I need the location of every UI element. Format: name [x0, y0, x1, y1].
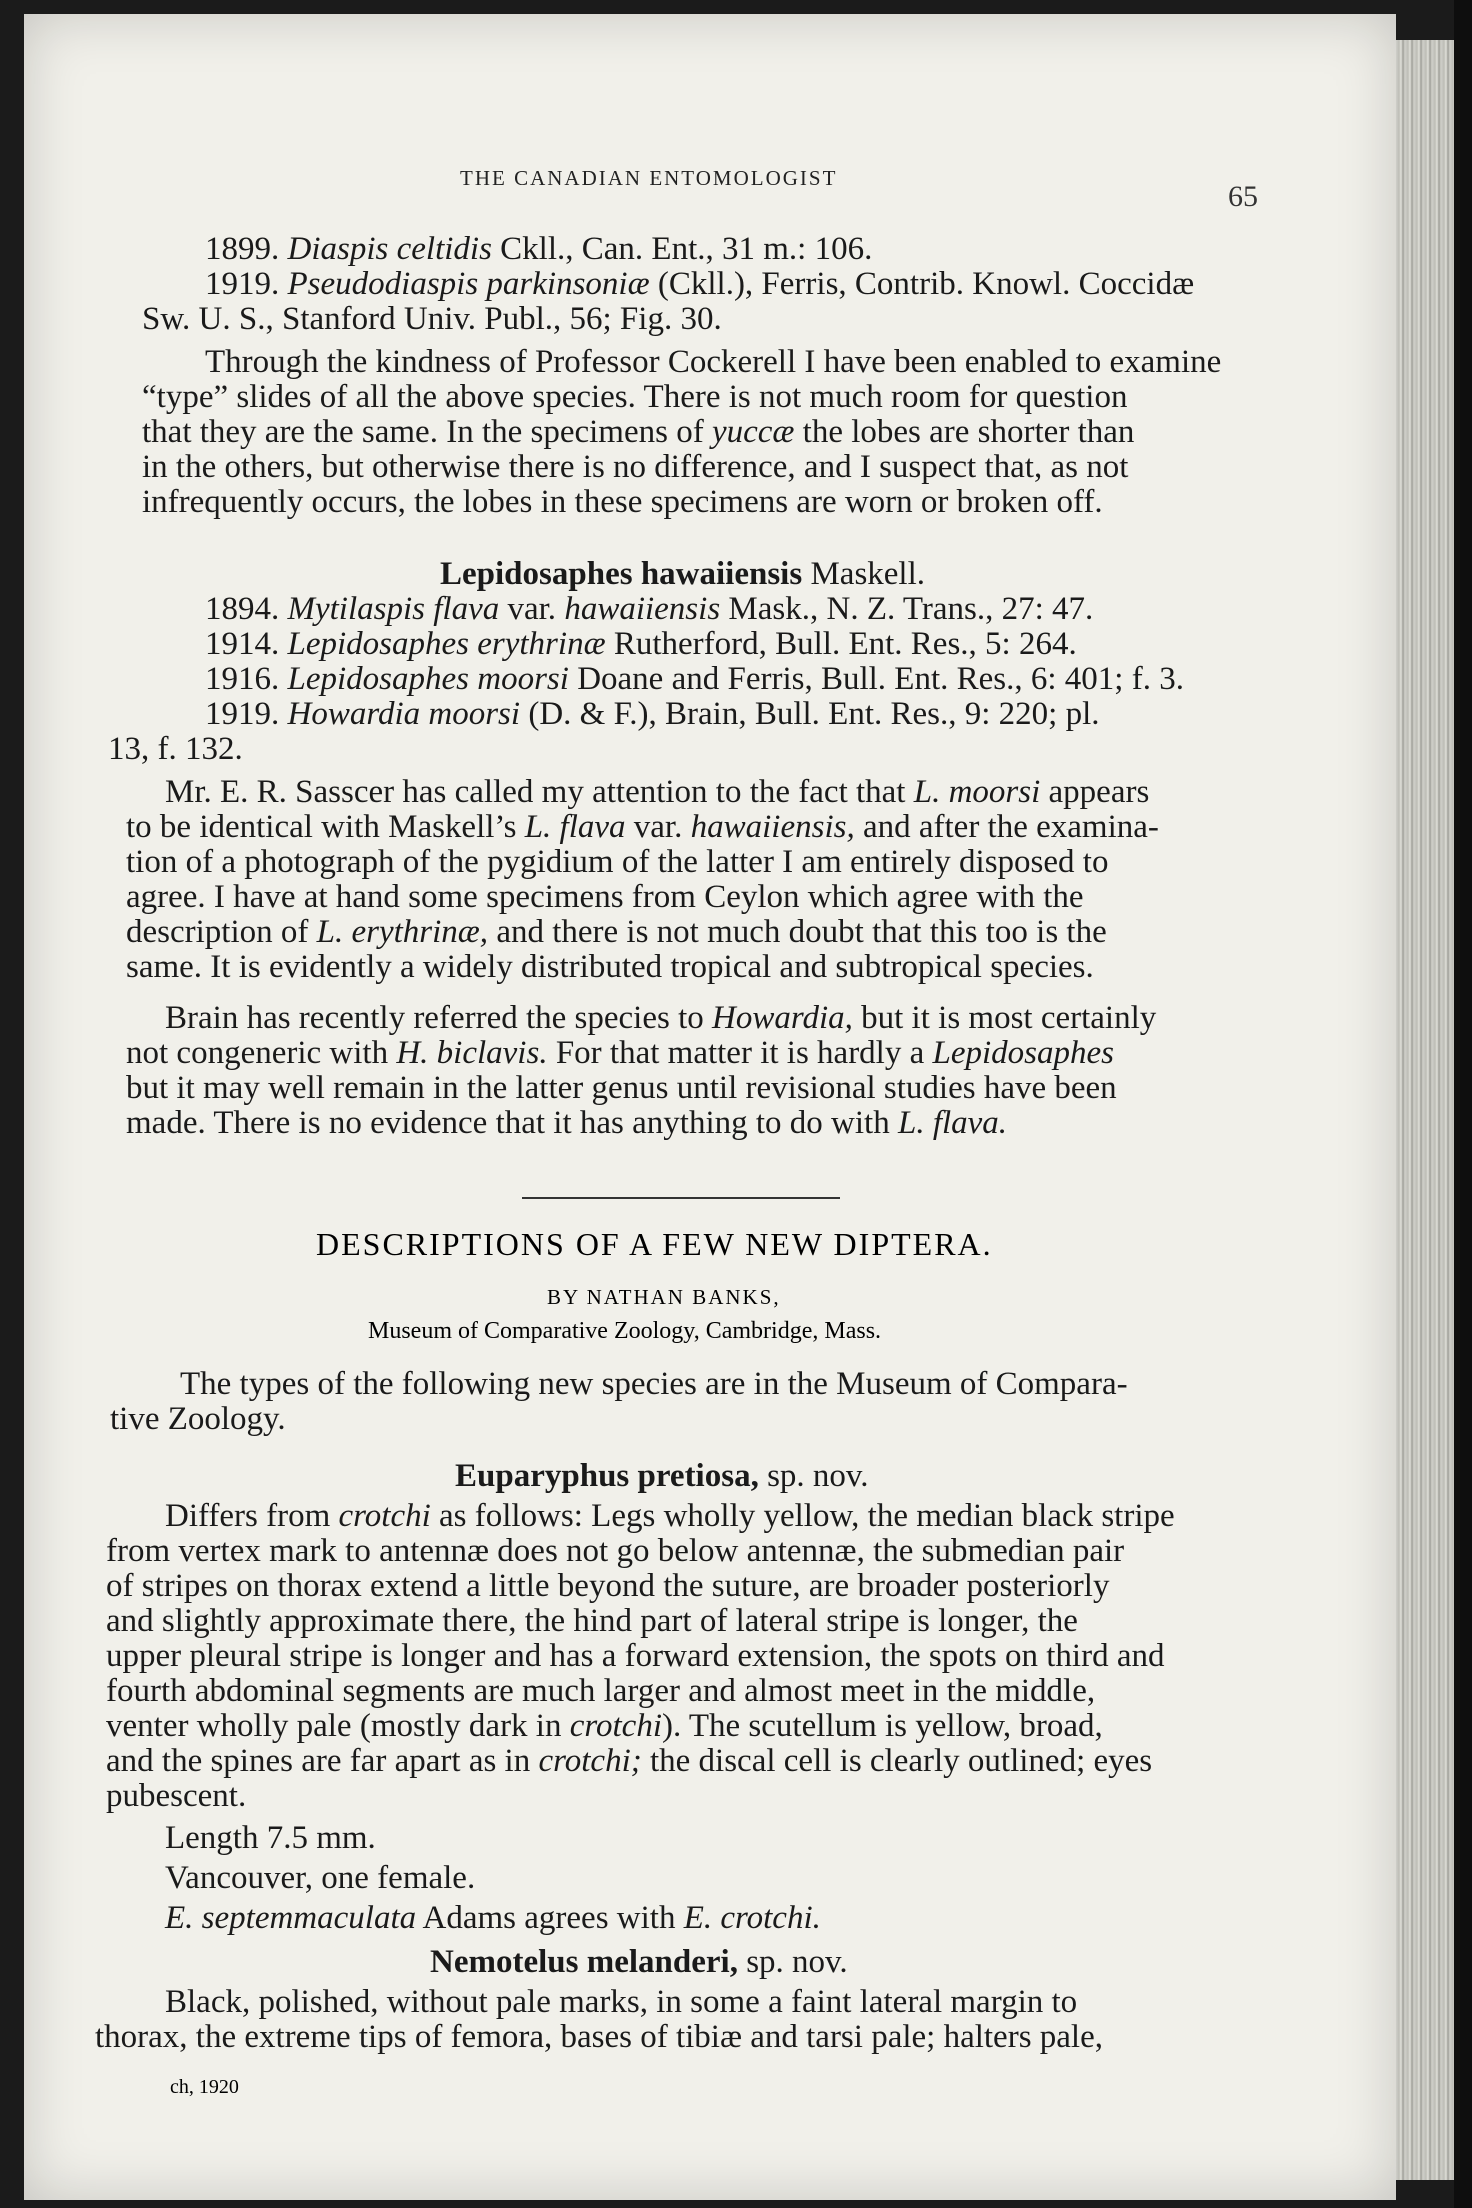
text-run: appears: [1040, 774, 1150, 810]
text-line: [126, 1107, 1007, 1140]
text-run: tion of a photograph of the pygidium of the latter I am entirely disposed to: [126, 844, 1109, 880]
text-run: that they are the same. In the specimens of: [142, 414, 712, 450]
italic-run: E. septemmaculata: [165, 1900, 417, 1936]
text-run: agree. I have at hand some specimens from Ceylon which agree with the: [126, 879, 1084, 915]
text-line: [165, 1500, 1175, 1533]
text-run: Length 7.5 mm.: [165, 1820, 376, 1856]
italic-run: L. flava: [524, 809, 626, 845]
text-line: [165, 1862, 475, 1895]
text-line: [205, 628, 1077, 661]
text-run: Mask., N. Z. Trans., 27: 47.: [720, 591, 1094, 627]
text-run: Rutherford, Bull. Ent. Res., 5: 264.: [605, 626, 1077, 662]
text-run: but it may well remain in the latter genus until revisional studies have been: [126, 1070, 1117, 1106]
text-run: 1899.: [205, 231, 288, 267]
text-run: Vancouver, one female.: [165, 1860, 476, 1896]
text-run: to be identical with Maskell’s: [126, 809, 525, 845]
text-line: [440, 558, 925, 591]
text-run: Doane and Ferris, Bull. Ent. Res., 6: 401; f. 3.: [568, 661, 1184, 697]
text-line: [126, 1037, 1114, 1070]
text-run: the lobes are shorter than: [794, 414, 1135, 450]
italic-run: crotchi: [569, 1708, 662, 1744]
text-line: [110, 1403, 286, 1436]
italic-run: Lepidosaphes erythrinæ: [287, 626, 606, 662]
text-run: and slightly approximate there, the hind part of lateral stripe is longer, the: [106, 1603, 1078, 1639]
text-run: Black, polished, without pale marks, in some a faint lateral margin to: [165, 1984, 1078, 2020]
running-head: THE CANADIAN ENTOMOLOGIST: [460, 166, 838, 190]
text-line: [106, 1710, 1103, 1743]
text-line: [180, 1368, 1128, 1401]
text-run: and there is not much doubt that this too is the: [488, 914, 1107, 950]
page-number: 65: [1228, 180, 1258, 213]
text-line: [126, 846, 1108, 879]
text-run: upper pleural stripe is longer and has a forward extension, the spots on third and: [106, 1638, 1165, 1674]
italic-run: hawaiiensis,: [690, 809, 855, 845]
text-line: [106, 1745, 1152, 1778]
text-line: [142, 303, 722, 336]
text-run: not congeneric with: [126, 1035, 397, 1071]
text-run: Sw. U. S., Stanford Univ. Publ., 56; Fig. 30.: [142, 301, 722, 337]
text-run: Brain has recently referred the species to: [165, 1000, 712, 1036]
text-run: 13, f. 132.: [108, 731, 243, 767]
text-line: [142, 486, 1103, 519]
text-run: Differs from: [165, 1498, 339, 1534]
author-byline: BY NATHAN BANKS,: [547, 1285, 781, 1309]
text-line: [142, 381, 1127, 414]
text-line: [205, 663, 1184, 696]
text-run: fourth abdominal segments are much larger and almost meet in the middle,: [106, 1673, 1096, 1709]
article-title: DESCRIPTIONS OF A FEW NEW DIPTERA.: [316, 1226, 993, 1262]
italic-run: Howardia,: [712, 1000, 853, 1036]
page-footer: ch, 1920: [170, 2076, 239, 2098]
text-run: var.: [625, 809, 691, 845]
text-line: [205, 346, 1221, 379]
text-run: of stripes on thorax extend a little beyond the suture, are broader posteriorly: [106, 1568, 1110, 1604]
text-line: [205, 233, 872, 266]
text-line: [165, 776, 1149, 809]
italic-run: E. crotchi.: [683, 1900, 821, 1936]
italic-run: Howardia moorsi: [287, 696, 521, 732]
text-run: tive Zoology.: [110, 1401, 286, 1437]
text-line: [126, 916, 1107, 949]
text-run: (Ckll.), Ferris, Contrib. Knowl. Coccidæ: [649, 266, 1195, 302]
text-line: [142, 416, 1134, 449]
text-run: description of: [126, 914, 317, 950]
text-run: The types of the following new species are in the Museum of Compara-: [180, 1366, 1128, 1402]
text-run: Maskell.: [802, 556, 926, 592]
text-line: [106, 1535, 1124, 1568]
text-run: sp. nov.: [737, 1944, 848, 1980]
text-run: in the others, but otherwise there is no difference, and I suspect that, as not: [142, 449, 1129, 485]
text-run: For that matter it is hardly a: [547, 1035, 933, 1071]
text-line: [455, 1460, 869, 1493]
text-run: Mr. E. R. Sasscer has called my attention to the fact that: [165, 774, 914, 810]
text-run: 1919.: [205, 696, 288, 732]
text-run: 1919.: [205, 266, 288, 302]
author-affiliation: Museum of Comparative Zoology, Cambridge, Mass.: [368, 1318, 882, 1344]
text-line: [126, 951, 1094, 984]
text-run: 1914.: [205, 626, 288, 662]
italic-run: Diaspis celtidis: [287, 231, 492, 267]
italic-run: Mytilaspis flava: [287, 591, 500, 627]
italic-run: Pseudodiaspis parkinsoniæ: [287, 266, 650, 302]
scan-border: [1454, 0, 1472, 2208]
text-run: ). The scutellum is yellow, broad,: [661, 1708, 1103, 1744]
italic-run: yuccæ: [711, 414, 795, 450]
text-line: [205, 593, 1093, 626]
text-line: [106, 1605, 1078, 1638]
text-line: [106, 1780, 246, 1813]
text-line: [205, 268, 1194, 301]
italic-run: hawaiiensis: [564, 591, 721, 627]
text-run: and the spines are far apart as in: [106, 1743, 539, 1779]
text-line: [430, 1946, 848, 1979]
text-run: and after the examina-: [854, 809, 1159, 845]
text-run: var.: [499, 591, 565, 627]
text-line: [126, 811, 1159, 844]
section-divider: [522, 1197, 840, 1199]
italic-run: crotchi: [338, 1498, 431, 1534]
text-run: same. It is evidently a widely distributed tropical and subtropical species.: [126, 949, 1094, 985]
bold-run: Nemotelus melanderi,: [430, 1944, 738, 1980]
page-edge-stack: [1396, 40, 1454, 2180]
text-run: from vertex mark to antennæ does not go below antennæ, the submedian pair: [106, 1533, 1125, 1569]
text-line: [165, 1986, 1077, 2019]
text-line: [126, 1072, 1117, 1105]
text-line: [165, 1822, 376, 1855]
text-run: pubescent.: [106, 1778, 247, 1814]
text-line: [126, 881, 1084, 914]
text-run: but it is most certainly: [852, 1000, 1157, 1036]
text-run: Ckll., Can. Ent., 31 m.: 106.: [491, 231, 873, 267]
text-run: (D. & F.), Brain, Bull. Ent. Res., 9: 220; pl.: [520, 696, 1100, 732]
italic-run: H. biclavis.: [396, 1035, 548, 1071]
text-run: “type” slides of all the above species. There is not much room for question: [142, 379, 1128, 415]
text-run: infrequently occurs, the lobes in these specimens are worn or broken off.: [142, 484, 1103, 520]
text-line: [95, 2021, 1103, 2054]
text-line: [106, 1675, 1095, 1708]
italic-run: L. flava.: [897, 1105, 1008, 1141]
text-run: sp. nov.: [758, 1458, 869, 1494]
text-line: [106, 1570, 1109, 1603]
text-run: thorax, the extreme tips of femora, bases of tibiæ and tarsi pale; halters pale,: [95, 2019, 1103, 2055]
text-line: [106, 1640, 1164, 1673]
text-run: Through the kindness of Professor Cockerell I have been enabled to examine: [205, 344, 1222, 380]
italic-run: L. moorsi: [913, 774, 1041, 810]
text-line: [165, 1902, 821, 1935]
bold-run: Lepidosaphes hawaiiensis: [440, 556, 803, 592]
text-run: 1916.: [205, 661, 288, 697]
italic-run: Lepidosaphes moorsi: [287, 661, 569, 697]
italic-run: L. erythrinæ,: [316, 914, 489, 950]
text-run: as follows: Legs wholly yellow, the median black stripe: [430, 1498, 1175, 1534]
text-run: venter wholly pale (mostly dark in: [106, 1708, 570, 1744]
italic-run: Lepidosaphes: [932, 1035, 1114, 1071]
text-line: [142, 451, 1128, 484]
text-line: [165, 1002, 1156, 1035]
italic-run: crotchi;: [538, 1743, 642, 1779]
text-run: 1894.: [205, 591, 288, 627]
text-line: [205, 698, 1100, 731]
text-line: [108, 733, 243, 766]
text-run: the discal cell is clearly outlined; eyes: [641, 1743, 1153, 1779]
text-run: Adams agrees with: [416, 1900, 684, 1936]
bold-run: Euparyphus pretiosa,: [455, 1458, 759, 1494]
text-run: made. There is no evidence that it has anything to do with: [126, 1105, 898, 1141]
